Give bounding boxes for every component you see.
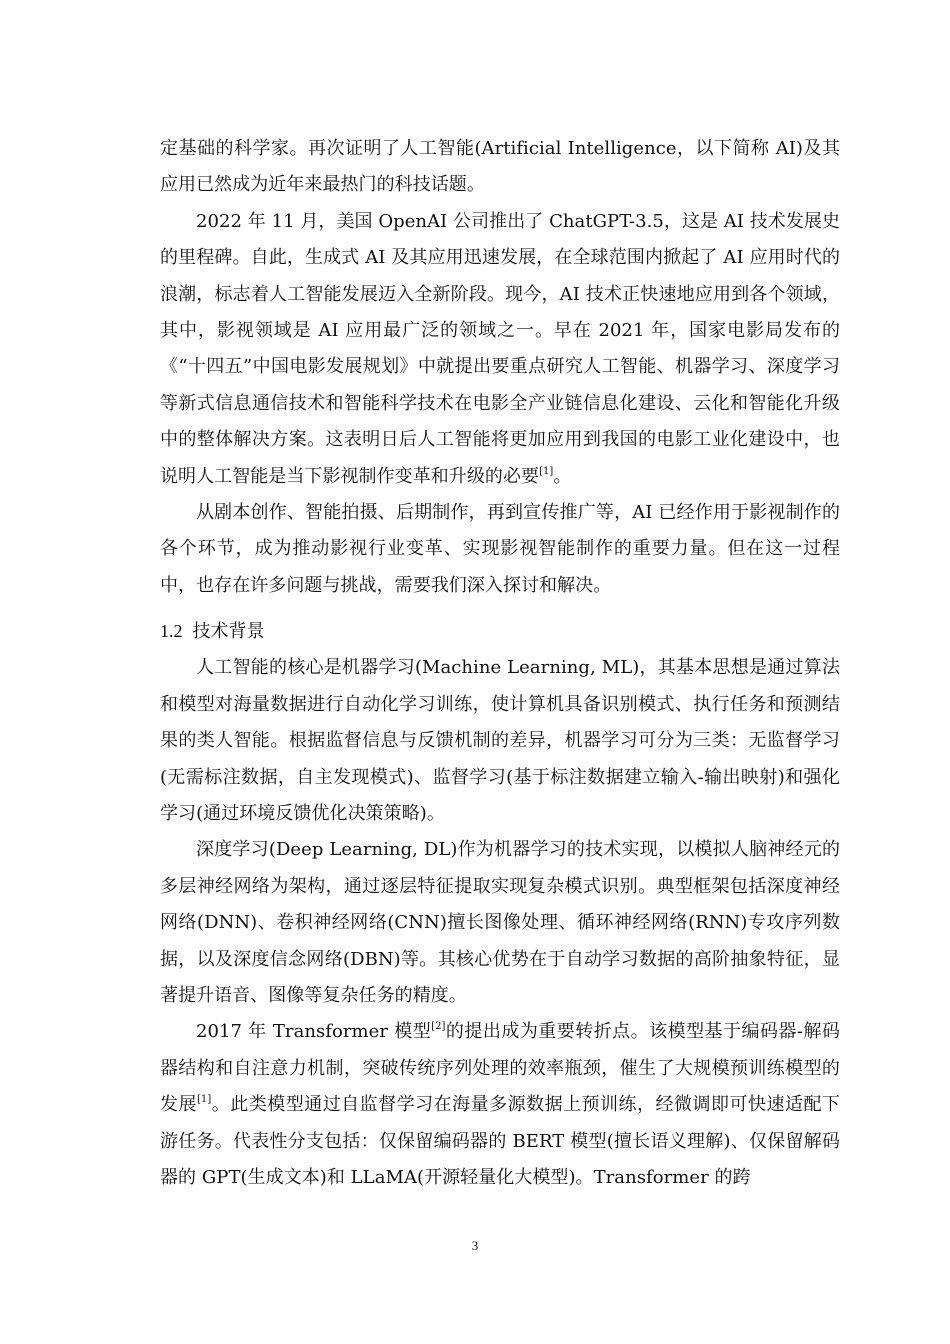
paragraph-text: 2017 年 Transformer 模型 [196,1021,432,1043]
paragraph-text: 从剧本创作、智能拍摄、后期制作，再到宣传推广等，AI 已经作用于影视制作的各个环节，成为推动影视行业变革、实现影视智能制作的重要力量。但在这一过程中，也存在许多问题与挑战，需要我们深入探讨和解决。 [160,502,840,596]
paragraph-text: 。此类模型通过自监督学习在海量多源数据上预训练，经微调即可快速适配下游任务。代表性分支包括：仅保留编码器的 BERT 模型(擅长语义理解)、仅保留解码器的 GPT(生成文本)和 LLaMA(开源轻量化大模型)。Transformer 的跨 [160,1094,840,1188]
paragraph-text: 深度学习(Deep Learning, DL)作为机器学习的技术实现，以模拟人脑神经元的多层神经网络为架构，通过逐层特征提取实现复杂模式识别。典型框架包括深度神经网络(DNN)、卷积神经网络(CNN)擅长图像处理、循环神经网络(RNN)专攻序列数据，以及深度信念网络(DBN)等。其核心优势在于自动学习数据的高阶抽象特征，显著提升语音、图像等复杂任务的精度。 [160,839,840,1006]
paragraph-film-production [160,495,840,604]
paragraph-text: 定基础的科学家。再次证明了人工智能(Artificial Intelligence，以下简称 AI)及其应用已然成为近年来最热门的科技话题。 [160,138,840,196]
citation-ref[interactable]: [1] [539,465,554,477]
page-number: 3 [471,1238,479,1253]
paragraph-deep-learning [160,832,840,1014]
paragraph-text: 的提出成为重要转折点。该模型基于编码器-解码器结构和自注意力机制，突破传统序列处理的效率瓶颈，催生了大规模预训练模型的发展 [160,1021,840,1116]
paragraph-transformer [160,1014,840,1196]
section-number: 1.2 [160,621,183,642]
section-heading [160,613,840,650]
citation-ref[interactable]: [2] [431,1021,446,1033]
page-body [160,131,840,1196]
paragraph-text: 2022 年 11 月，美国 OpenAI 公司推出了 ChatGPT-3.5，这是 AI 技术发展史的里程碑。自此，生成式 AI 及其应用迅速发展，在全球范围内掀起了 AI 应用时代的浪潮，标志着人工智能发展迈入全新阶段。现今，AI 技术正快速地应用到各个领域，其中，影视领域是 AI 应用最广泛的领域之一。早在 2021 年，国家电影局发布的《“十四五”中国电影发展规划》中就提出要重点研究人工智能、机器学习、深度学习等新式信息通信技术和智能科学技术在电影全产业链信息化建设、云化和智能化升级中的整体解决方案。这表明日后人工智能将更加应用到我国的电影工业化建设中，也说明人工智能是当下影视制作变革和升级的必要 [160,210,840,487]
paragraph-machine-learning [160,650,840,832]
paragraph-text: 。 [553,465,572,487]
section-title: 技术背景 [192,621,265,643]
paragraph-text: 人工智能的核心是机器学习(Machine Learning, ML)，其基本思想是通过算法和模型对海量数据进行自动化学习训练，使计算机具备识别模式、执行任务和预测结果的类人智能。根据监督信息与反馈机制的差异，机器学习可分为三类：无监督学习(无需标注数据，自主发现模式)、监督学习(基于标注数据建立输入-输出映射)和强化学习(通过环境反馈优化决策策略)。 [160,657,840,824]
paragraph-chatgpt [160,204,840,495]
paragraph-intro-continued [160,131,840,204]
citation-ref[interactable]: [1] [196,1094,212,1106]
